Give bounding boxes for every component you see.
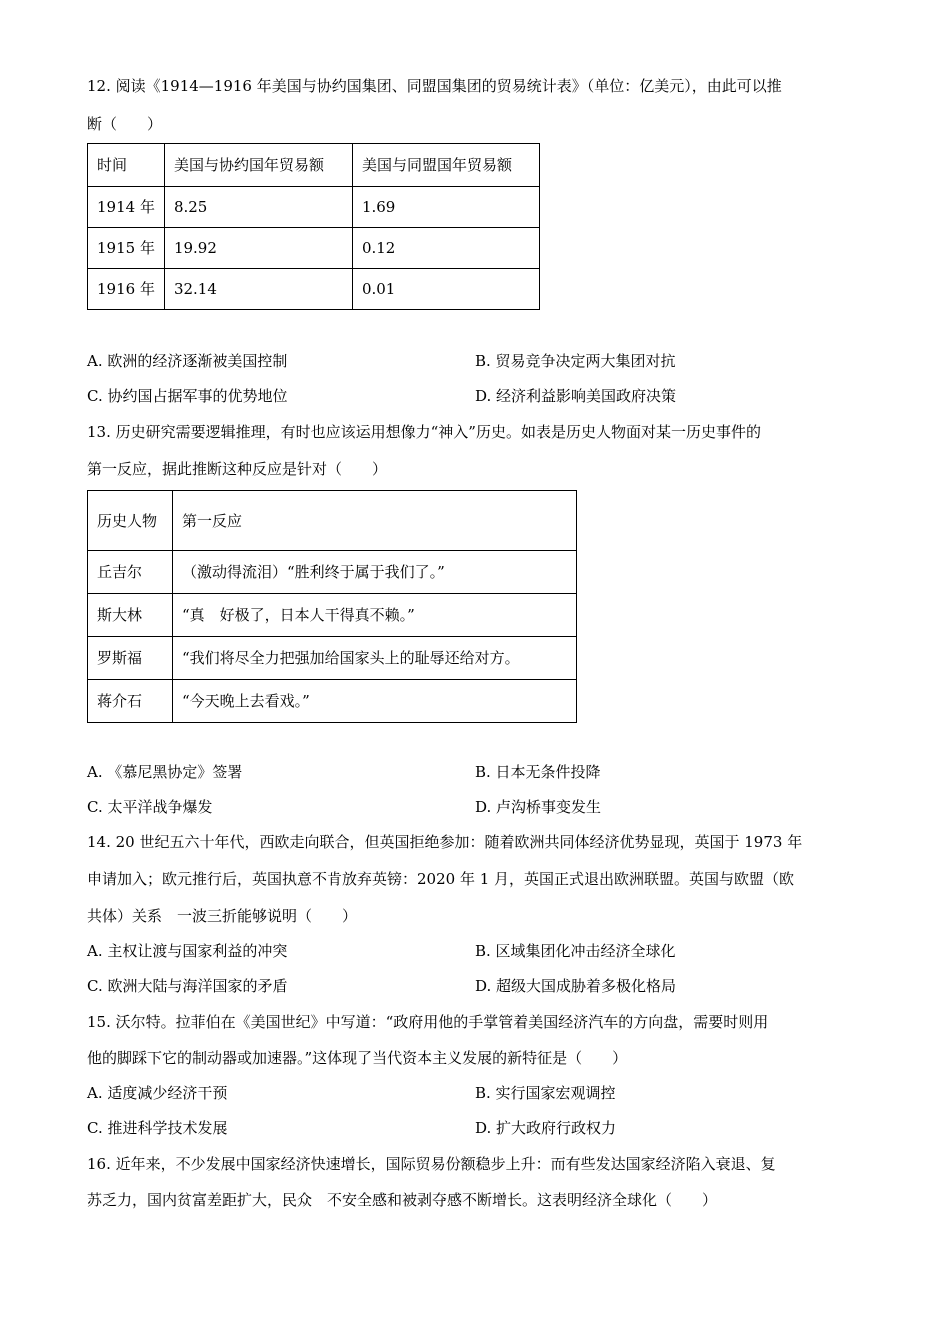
table-cell: 罗斯福 (88, 637, 173, 680)
q16-stem-line2: 苏乏力，国内贫富差距扩大，民众 不安全感和被剥夺感不断增长。这表明经济全球化（ ） (87, 1191, 718, 1209)
q14-stem-line1: 14. 20 世纪五六十年代，西欧走向联合，但英国拒绝参加：随着欧洲共同体经济优势显现，英国于 1973 年 (87, 833, 803, 851)
table-cell: 1916 年 (88, 269, 165, 310)
q15-option-d[interactable]: D. 扩大政府行政权力 (475, 1119, 617, 1137)
table-row (88, 228, 540, 269)
table-header-cell: 美国与同盟国年贸易额 (352, 144, 539, 187)
q13-option-a[interactable]: A. 《慕尼黑协定》签署 (87, 763, 243, 781)
q14-option-b[interactable]: B. 区域集团化冲击经济全球化 (475, 942, 676, 960)
table-cell: 32.14 (164, 269, 352, 310)
table-header-cell: 历史人物 (88, 491, 173, 551)
table-cell: 19.92 (164, 228, 352, 269)
table-cell: 1914 年 (88, 187, 165, 228)
q13-stem-line1: 13. 历史研究需要逻辑推理，有时也应该运用想像力“神入”历史。如表是历史人物面对某一历史事件的 (87, 423, 761, 441)
table-header-cell: 时间 (88, 144, 165, 187)
q13-option-c[interactable]: C. 太平洋战争爆发 (87, 798, 213, 816)
q15-option-c[interactable]: C. 推进科学技术发展 (87, 1119, 228, 1137)
table-header-cell: 美国与协约国年贸易额 (164, 144, 352, 187)
table-cell: “我们将尽全力把强加给国家头上的耻辱还给对方。 (173, 637, 577, 680)
table-row (88, 187, 540, 228)
table-row (88, 551, 577, 594)
table-row (88, 594, 577, 637)
table-cell: 斯大林 (88, 594, 173, 637)
q14-stem-line2: 申请加入；欧元推行后，英国执意不肯放弃英镑：2020 年 1 月，英国正式退出欧洲联盟。英国与欧盟（欧 (87, 870, 795, 888)
q13-option-d[interactable]: D. 卢沟桥事变发生 (475, 798, 602, 816)
table-cell: 1.69 (352, 187, 539, 228)
q15-option-b[interactable]: B. 实行国家宏观调控 (475, 1084, 616, 1102)
q13-option-b[interactable]: B. 日本无条件投降 (475, 763, 601, 781)
table-cell: 蒋介石 (88, 680, 173, 723)
q12-option-b[interactable]: B. 贸易竞争决定两大集团对抗 (475, 352, 676, 370)
q12-option-c[interactable]: C. 协约国占据军事的优势地位 (87, 387, 288, 405)
q14-stem-line3: 共体）关系 一波三折能够说明（ ） (87, 907, 358, 925)
q15-stem-line2: 他的脚踩下它的制动器或加速器。”这体现了当代资本主义发展的新特征是（ ） (87, 1049, 628, 1067)
table-header-row (88, 491, 577, 551)
table-row (88, 637, 577, 680)
table-cell: “今天晚上去看戏。” (173, 680, 577, 723)
q12-option-d[interactable]: D. 经济利益影响美国政府决策 (475, 387, 677, 405)
table-row (88, 680, 577, 723)
table-cell: 0.01 (352, 269, 539, 310)
q12-stem-line2: 断（ ） (87, 115, 163, 133)
q16-stem-line1: 16. 近年来，不少发展中国家经济快速增长，国际贸易份额稳步上升：而有些发达国家经济陷入衰退、复 (87, 1155, 776, 1173)
q12-option-a[interactable]: A. 欧洲的经济逐渐被美国控制 (87, 352, 288, 370)
table-header-row (88, 144, 540, 187)
table-cell: 丘吉尔 (88, 551, 173, 594)
q14-option-a[interactable]: A. 主权让渡与国家利益的冲突 (87, 942, 288, 960)
table-cell: “真 好极了，日本人干得真不赖。” (173, 594, 577, 637)
table-cell: （激动得流泪）“胜利终于属于我们了。” (173, 551, 577, 594)
q13-reaction-table (87, 490, 577, 723)
q12-trade-table (87, 143, 540, 310)
q14-option-d[interactable]: D. 超级大国成胁着多极化格局 (475, 977, 677, 995)
q15-stem-line1: 15. 沃尔特。拉菲伯在《美国世纪》中写道：“政府用他的手掌管着美国经济汽车的方向盘，需要时则用 (87, 1013, 769, 1031)
q15-option-a[interactable]: A. 适度减少经济干预 (87, 1084, 228, 1102)
table-cell: 8.25 (164, 187, 352, 228)
table-cell: 0.12 (352, 228, 539, 269)
table-header-cell: 第一反应 (173, 491, 577, 551)
q12-stem-line1: 12. 阅读《1914—1916 年美国与协约国集团、同盟国集团的贸易统计表》（单位：亿美元），由此可以推 (87, 77, 782, 95)
table-row (88, 269, 540, 310)
q13-stem-line2: 第一反应，据此推断这种反应是针对（ ） (87, 460, 388, 478)
table-cell: 1915 年 (88, 228, 165, 269)
q14-option-c[interactable]: C. 欧洲大陆与海洋国家的矛盾 (87, 977, 288, 995)
